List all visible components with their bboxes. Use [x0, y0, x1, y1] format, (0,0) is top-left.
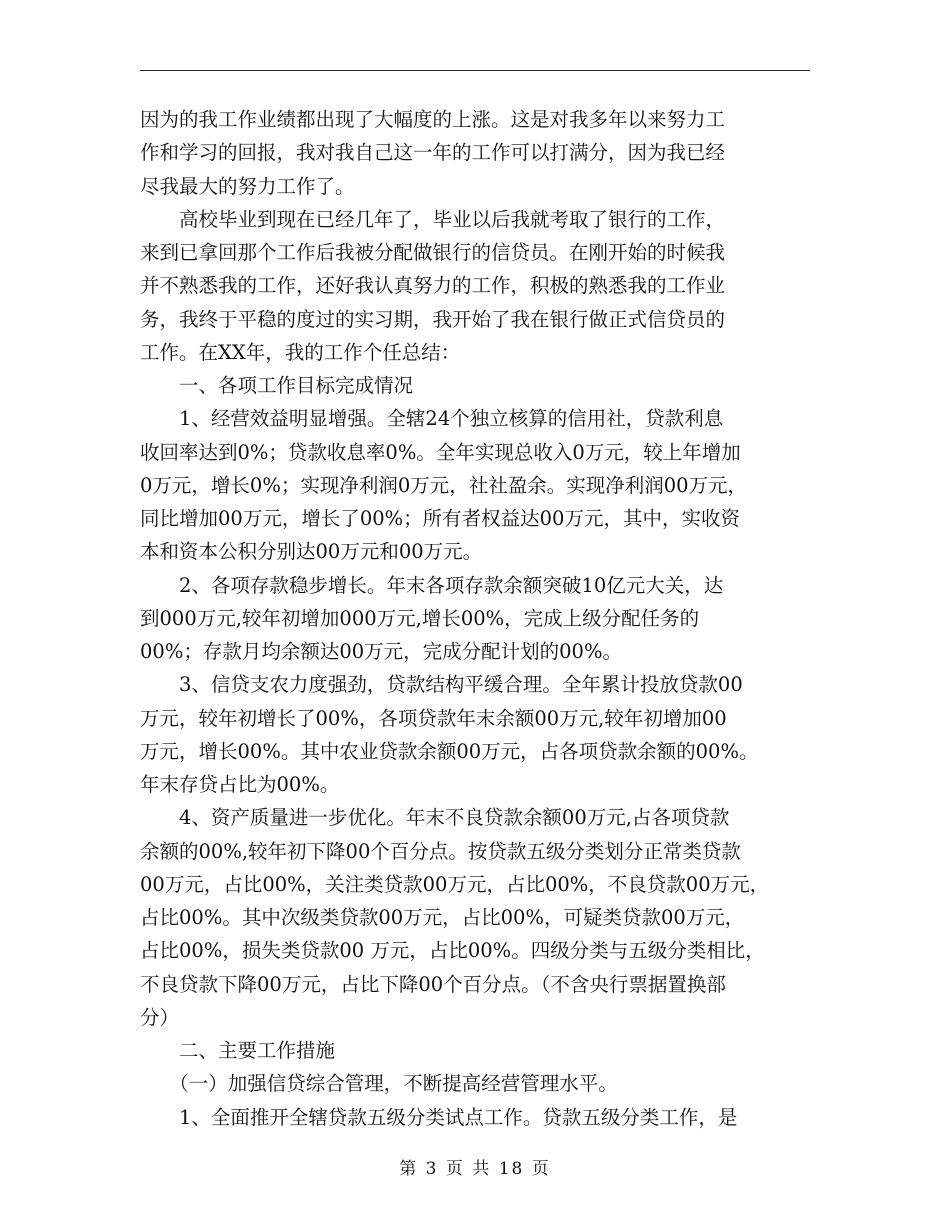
text-line: 到000万元,较年初增加000万元,增长00%，完成上级分配任务的	[140, 606, 700, 630]
text-line: 3、信贷支农力度强劲，贷款结构平缓合理。全年累计投放贷款00	[140, 673, 743, 697]
text-line: 工作。在XX年，我的工作个任总结：	[140, 340, 461, 364]
text-line: 万元，较年初增长了00%，各项贷款年末余额00万元,较年初增加00	[140, 706, 727, 730]
text-line: 4、资产质量进一步优化。年末不良贷款余额00万元,占各项贷款	[140, 806, 730, 830]
text-line: 00万元，占比00%，关注类贷款00万元，占比00%，不良贷款00万元，	[140, 872, 770, 896]
text-line: 本和资本公积分别达00万元和00万元。	[140, 540, 483, 564]
text-line: 占比00%。其中次级类贷款00万元，占比00%，可疑类贷款00万元，	[140, 906, 745, 929]
page-number-footer: 第 3 页 共 18 页	[399, 1159, 551, 1179]
text-line: 余额的00%,较年初下降00个百分点。按贷款五级分类划分正常类贷款	[140, 839, 741, 863]
text-line: 万元，增长00%。其中农业贷款余额00万元，占各项贷款余额的00%。	[140, 739, 759, 763]
text-line: 收回率达到0%；贷款收息率0%。全年实现总收入0万元，较上年增加	[140, 440, 741, 464]
section-heading: 二、主要工作措施	[140, 1039, 336, 1062]
text-line: 0万元，增长0%；实现净利润0万元，社社盈余。实现净利润00万元，	[140, 473, 748, 497]
text-line: 1、全面推开全辖贷款五级分类试点工作。贷款五级分类工作，是	[140, 1105, 738, 1129]
text-line: 分）	[140, 1005, 180, 1029]
text-line: 同比增加00万元，增长了00%；所有者权益达00万元，其中，实收资	[140, 507, 740, 530]
text-line: 作和学习的回报，我对我自己这一年的工作可以打满分，因为我已经	[140, 141, 726, 165]
text-line: 不良贷款下降00万元，占比下降00个百分点。（不含央行票据置换部	[140, 972, 726, 996]
text-line: 尽我最大的努力工作了。	[140, 174, 355, 198]
section-heading: 一、各项工作目标完成情况	[140, 374, 414, 397]
text-line: 高校毕业到现在已经几年了，毕业以后我就考取了银行的工作，	[140, 207, 726, 231]
text-line: 因为的我工作业绩都出现了大幅度的上涨。这是对我多年以来努力工	[140, 108, 726, 131]
text-line: 占比00%，损失类贷款00 万元，占比00%。四级分类与五级分类相比，	[140, 939, 765, 963]
text-line: 年末存贷占比为00%。	[140, 773, 340, 796]
header-rule	[140, 70, 810, 71]
text-line: 来到已拿回那个工作后我被分配做银行的信贷员。在刚开始的时候我	[140, 241, 726, 264]
text-line: 务，我终于平稳的度过的实习期，我开始了我在银行做正式信贷员的	[140, 307, 726, 331]
subsection-heading: （一）加强信贷综合管理，不断提高经营管理水平。	[140, 1072, 618, 1096]
text-line: 并不熟悉我的工作，还好我认真努力的工作，积极的熟悉我的工作业	[140, 274, 726, 298]
document-body	[140, 103, 810, 1134]
text-line: 00%；存款月均余额达00万元，完成分配计划的00%。	[140, 640, 622, 663]
text-line: 1、经营效益明显增强。全辖24个独立核算的信用社，贷款利息	[140, 407, 724, 431]
text-line: 2、各项存款稳步增长。年末各项存款余额突破10亿元大关，达	[140, 573, 724, 597]
